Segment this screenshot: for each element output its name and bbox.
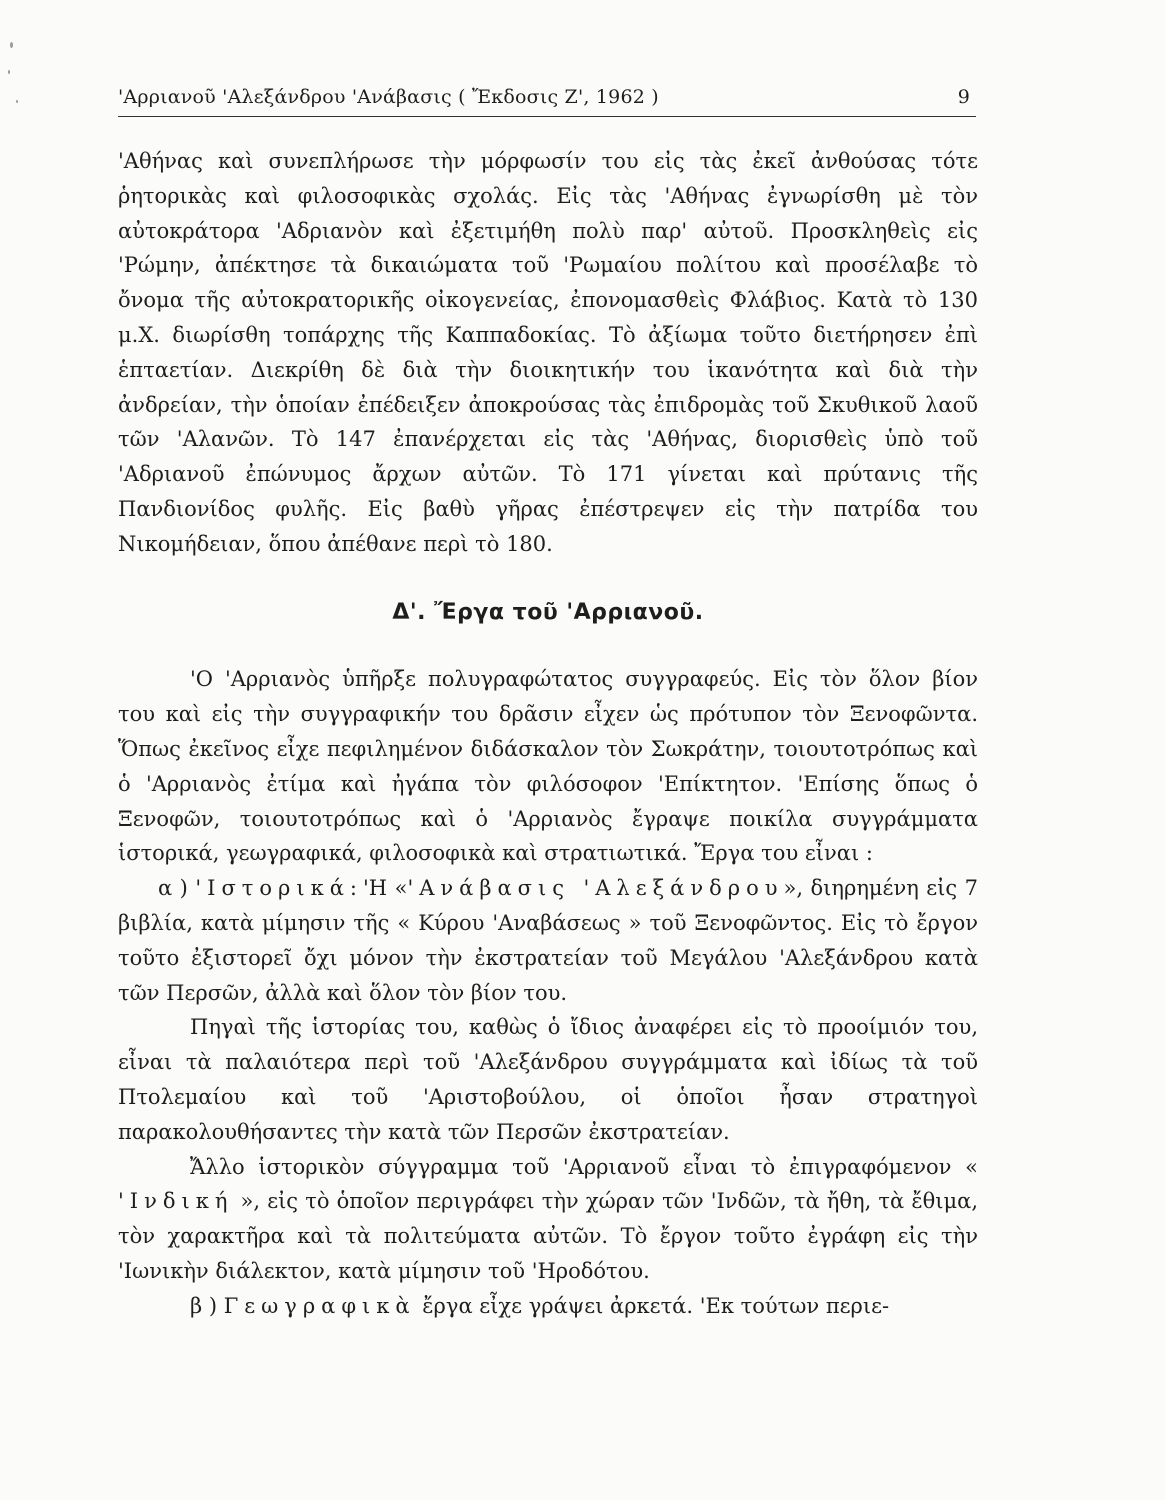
page-body bbox=[118, 144, 978, 1324]
paragraph-sources: Πηγαὶ τῆς ἱστορίας του, καθὼς ὁ ἴδιος ἀναφέρει εἰς τὸ προοίμιόν του, εἶναι τὰ παλαιότερα περὶ τοῦ 'Αλεξάνδρου συγγράμματα καὶ ἰδίως τὰ τοῦ Πτολεμαίου καὶ τοῦ 'Αριστοβούλου, οἱ ὁποῖοι ἦσαν στρατηγοὶ παρακολουθήσαντες τὴν κατὰ τῶν Περσῶν ἐκστρατείαν. bbox=[118, 1015, 978, 1144]
paragraph-indike bbox=[118, 1150, 978, 1289]
paragraph-works-intro: 'Ο 'Αρριανὸς ὑπῆρξε πολυγραφώτατος συγγραφεύς. Εἰς τὸν ὅλον βίον του καὶ εἰς τὴν συγγραφικήν του δρᾶσιν εἶχεν ὡς πρότυπον τὸν Ξενοφῶντα. Ὅπως ἐκεῖνος εἶχε πεφιλημένον διδάσκαλον τὸν Σωκράτην, τοιουτοτρόπως καὶ ὁ 'Αρριανὸς ἐτίμα καὶ ἠγάπα τὸν φιλόσοφον 'Επίκτητον. 'Επίσης ὅπως ὁ Ξενοφῶν, τοιουτοτρόπως καὶ ὁ 'Αρριανὸς ἔγραψε ποικίλα συγγράμματα ἱστορικά, γεωγραφικά, φιλοσοφικὰ καὶ στρατιωτικά. Ἔργα του εἶναι : bbox=[118, 667, 978, 866]
page-number: 9 bbox=[957, 86, 970, 108]
category-label-geographical: Γεωγραφικὰ bbox=[223, 1293, 416, 1318]
list-marker-b: β ) bbox=[190, 1293, 218, 1318]
paragraph-geographical-works bbox=[118, 1289, 978, 1324]
paragraph-continuation: 'Αθήνας καὶ συνεπλήρωσε τὴν μόρφωσίν του εἰς τὰς ἐκεῖ ἀνθούσας τότε ῥητορικὰς καὶ φιλοσοφικὰς σχολάς. Εἰς τὰς 'Αθήνας ἐγνωρίσθη μὲ τὸν αὐτοκράτορα 'Αδριανὸν καὶ ἐξετιμήθη πολὺ παρ' αὐτοῦ. Προσκληθεὶς εἰς 'Ρώμην, ἀπέκτησε τὰ δικαιώματα τοῦ 'Ρωμαίου πολίτου καὶ προσέλαβε τὸ ὄνομα τῆς αὐτοκρατορικῆς οἰκογενείας, ἐπονομασθεὶς Φλάβιος. Κατὰ τὸ 130 μ.Χ. διωρίσθη τοπάρχης τῆς Καππαδοκίας. Τὸ ἀξίωμα τοῦτο διετήρησεν ἐπὶ ἑπταετίαν. Διεκρίθη δὲ διὰ τὴν διοικητικήν του ἱκανότητα καὶ διὰ τὴν ἀνδρείαν, τὴν ὁποίαν ἐπέδειξεν ἀποκρούσας τὰς ἐπιδρομὰς τοῦ Σκυθικοῦ λαοῦ τῶν 'Αλανῶν. Τὸ 147 ἐπανέρχεται εἰς τὰς 'Αθήνας, διορισθεὶς ὑπὸ τοῦ 'Αδριανοῦ ἐπώνυμος ἄρχων αὐτῶν. Τὸ 171 γίνεται καὶ πρύτανις τῆς Πανδιονίδος φυλῆς. Εἰς βαθὺ γῆρας ἐπέστρεψεν εἰς τὴν πατρίδα του Νικομήδειαν, ὅπου ἀπέθανε περὶ τὸ 180. bbox=[118, 149, 978, 556]
paragraph-historical-works bbox=[118, 871, 978, 1010]
running-header bbox=[118, 84, 976, 117]
paragraph-text: Ἄλλο ἱστορικὸν σύγγραμμα τοῦ 'Αρριανοῦ εἶναι τὸ ἐπιγραφόμενον « bbox=[190, 1154, 978, 1179]
paragraph-text: », εἰς τὸ ὁποῖον περιγράφει τὴν χώραν τῶν 'Ινδῶν, τὰ ἤθη, τὰ ἔθιμα, τὸν χαρακτῆρα καὶ τὰ πολιτεύματα αὐτῶν. Τὸ ἔργον τοῦτο ἐγράφη εἰς τὴν 'Ιωνικὴν διάλεκτον, κατὰ μίμησιν τοῦ 'Ηροδότου. bbox=[118, 1189, 978, 1283]
work-title-anabasis: 'Ανάβασις 'Αλεξάνδρου bbox=[407, 876, 784, 901]
paragraph-text: ἔργα εἶχε γράψει ἀρκετά. 'Εκ τούτων περιε- bbox=[415, 1293, 890, 1318]
title-intro: 'Η « bbox=[363, 876, 408, 901]
section-heading: Δ'. Ἔργα τοῦ 'Αρριανοῦ. bbox=[392, 599, 704, 625]
work-title-indike: 'Ινδική bbox=[118, 1189, 234, 1214]
running-title: 'Αρριανοῦ 'Αλεξάνδρου 'Ανάβασις ( Ἔκδοσις Ζ', 1962 ) bbox=[118, 86, 659, 108]
paragraph-text: », διηρημένη εἰς 7 βιβλία, κατὰ μίμησιν τῆς « Κύρου 'Αναβάσεως » τοῦ Ξενοφῶντος. Εἰς τὸ ἔργον τοῦτο ἐξιστορεῖ ὄχι μόνον τὴν ἐκστρατείαν τοῦ Μεγάλου 'Αλεξάνδρου κατὰ τῶν Περσῶν, ἀλλὰ καὶ ὅλον τὸν βίον του. bbox=[118, 876, 978, 1005]
list-marker-a: α ) bbox=[158, 876, 188, 901]
category-label-historical: 'Ιστορικά: bbox=[195, 876, 363, 901]
